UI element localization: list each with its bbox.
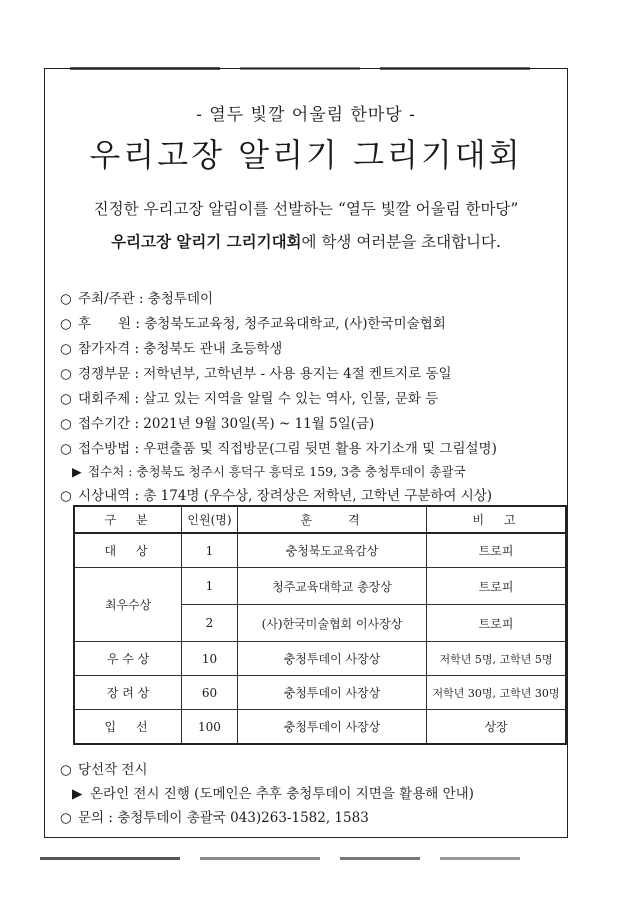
info-period: ○ 접수기간 : 2021년 9월 30일(목) ~ 11월 5일(금) — [60, 416, 375, 432]
circle-bullet-icon: ○ — [60, 291, 72, 307]
intro-line-2 — [44, 230, 568, 252]
table-header-row — [74, 506, 566, 533]
circle-bullet-icon: ○ — [60, 366, 72, 382]
header-count: 인원(명) — [182, 506, 238, 533]
info-method: ○ 접수방법 : 우편출품 및 직접방문(그림 뒷면 활용 자기소개 및 그림설명) — [60, 441, 497, 457]
info-sponsor: ○ 후 원 : 충청북도교육청, 청주교육대학교, (사)한국미술협회 — [60, 316, 446, 332]
page-title: 우리고장 알리기 그리기대회 — [89, 136, 523, 174]
info-eligibility: ○ 참가자격 : 충청북도 관내 초등학생 — [60, 341, 283, 357]
event-subtitle: - 열두 빛깔 어울림 한마당 - — [196, 105, 416, 125]
info-online: ▶ 온라인 전시 진행 (도메인은 추후 충청투데이 지면을 활용해 안내) — [72, 786, 474, 802]
scan-artifact — [440, 857, 520, 860]
info-address: ▶ 접수처 : 충청북도 청주시 흥덕구 흥덕로 159, 3층 충청투데이 총괄국 — [72, 464, 466, 479]
circle-bullet-icon: ○ — [60, 810, 72, 826]
table-row: 최우수상 1 청주교육대학교 총장상 트로피 — [74, 568, 566, 605]
circle-bullet-icon: ○ — [60, 416, 72, 432]
circle-bullet-icon: ○ — [60, 341, 72, 357]
circle-bullet-icon: ○ — [60, 441, 72, 457]
intro-rest: 에 학생 여러분을 초대합니다. — [301, 233, 501, 251]
info-categories: ○ 경쟁부문 : 저학년부, 고학년부 - 사용 용지는 4절 켄트지로 동일 — [60, 366, 452, 382]
info-awards: ○ 시상내역 : 총 174명 (우수상, 장려상은 저학년, 고학년 구분하여 시상) — [60, 488, 493, 504]
circle-bullet-icon: ○ — [60, 316, 72, 332]
circle-bullet-icon: ○ — [60, 488, 72, 504]
circle-bullet-icon: ○ — [60, 391, 72, 407]
info-exhibition: ○ 당선작 전시 — [60, 762, 148, 778]
table-row: 입 선 100 충청투데이 사장상 상장 — [74, 710, 566, 745]
scan-artifact — [40, 857, 180, 860]
triangle-bullet-icon: ▶ — [72, 464, 82, 479]
triangle-bullet-icon: ▶ — [72, 786, 83, 802]
table-row: 2 (사)한국미술협회 이사장상 트로피 — [74, 605, 566, 642]
scan-artifact — [340, 857, 420, 860]
header-category: 구 분 — [74, 506, 182, 533]
scan-artifact — [200, 857, 320, 860]
header-note: 비 고 — [427, 506, 566, 533]
table-row: 장 려 상 60 충청투데이 사장상 저학년 30명, 고학년 30명 — [74, 676, 566, 710]
info-contact: ○ 문의 : 충청투데이 총괄국 043)263-1582, 1583 — [60, 810, 369, 826]
table-row: 우 수 상 10 충청투데이 사장상 저학년 5명, 고학년 5명 — [74, 642, 566, 676]
intro-line-1: 진정한 우리고장 알림이를 선발하는 “열두 빛깔 어울림 한마당” — [93, 200, 519, 218]
intro-highlight: 우리고장 알리기 그리기대회 — [111, 232, 302, 251]
table-row: 대 상 1 충청북도교육감상 트로피 — [74, 533, 566, 568]
info-theme: ○ 대회주제 : 살고 있는 지역을 알릴 수 있는 역사, 인물, 문화 등 — [60, 391, 439, 407]
header-award: 훈 격 — [237, 506, 426, 533]
circle-bullet-icon: ○ — [60, 762, 72, 778]
awards-table — [73, 505, 567, 745]
info-organizer: ○ 주최/주관 : 충청투데이 — [60, 291, 214, 307]
